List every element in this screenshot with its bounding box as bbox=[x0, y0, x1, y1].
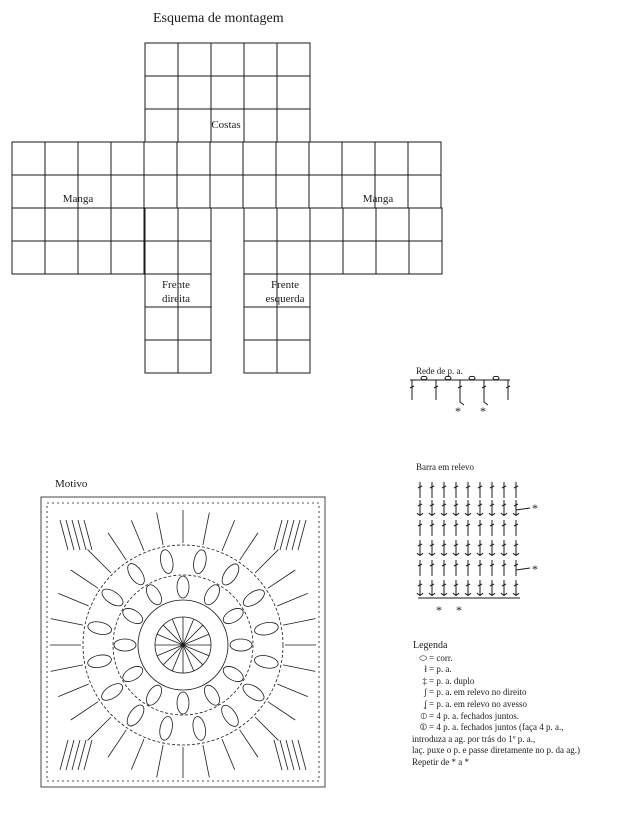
grid-cell bbox=[277, 208, 310, 241]
motif-spoke bbox=[183, 625, 203, 645]
label-front-right-line1: Frente bbox=[161, 279, 191, 291]
motif-cluster bbox=[120, 605, 145, 626]
back-post-icon: ʆ bbox=[424, 698, 427, 709]
motif-cluster-outer bbox=[99, 586, 126, 609]
legend-item bbox=[413, 687, 580, 699]
relief-chart-title: Barra em relevo bbox=[416, 462, 474, 472]
grid-cell bbox=[277, 43, 310, 76]
legend-text: = p. a. em relevo no direito bbox=[429, 687, 527, 698]
cluster-behind-icon: ⦷ bbox=[419, 722, 427, 733]
relief-turn bbox=[516, 508, 530, 510]
sleeve-left-lower bbox=[12, 208, 144, 274]
grid-cell bbox=[277, 307, 310, 340]
grid-cell bbox=[45, 208, 78, 241]
legend-text: = p. a. duplo bbox=[429, 675, 475, 686]
legend-text: = 4 p. a. fechados juntos (faça 4 p. a., bbox=[429, 722, 564, 733]
motif-cluster bbox=[201, 582, 222, 607]
motif-outer-stitch bbox=[88, 717, 111, 740]
grid-cell bbox=[244, 307, 277, 340]
grid-cell bbox=[408, 142, 441, 175]
grid-cell bbox=[244, 76, 277, 109]
motif-cluster-outer bbox=[159, 549, 175, 575]
motif-title: Motivo bbox=[55, 478, 88, 490]
label-sleeve-left: Manga bbox=[62, 193, 94, 205]
grid-cell bbox=[375, 142, 408, 175]
grid-cell bbox=[12, 208, 45, 241]
grid-cell bbox=[145, 43, 178, 76]
mesh-repeat-mark-2: * bbox=[480, 404, 486, 418]
motif-outer-stitch bbox=[283, 619, 315, 625]
mesh-chain bbox=[493, 376, 499, 379]
grid-cell bbox=[309, 142, 342, 175]
motif-cluster bbox=[177, 692, 189, 714]
motif-outer-stitch bbox=[51, 665, 83, 671]
grid-cell bbox=[376, 208, 409, 241]
legend-item bbox=[413, 676, 580, 688]
grid-cell bbox=[277, 241, 310, 274]
legend-note-3: Repetir de * a * bbox=[412, 756, 469, 767]
grid-cell bbox=[243, 175, 276, 208]
motif-outer-stitch bbox=[255, 717, 278, 740]
motif-cluster-outer bbox=[253, 654, 279, 671]
motif-cluster bbox=[143, 582, 164, 607]
motif-cluster-outer bbox=[240, 681, 267, 704]
motif-outer-stitch bbox=[277, 593, 307, 606]
grid-cell bbox=[178, 340, 211, 373]
motif-outer-stitch bbox=[58, 593, 88, 606]
motif-cluster-outer bbox=[99, 680, 126, 703]
motif-cluster-outer bbox=[87, 620, 113, 637]
grid-cell bbox=[409, 241, 442, 274]
motif-outer-stitch bbox=[71, 702, 98, 720]
grid-cell bbox=[177, 175, 210, 208]
grid-cell bbox=[178, 76, 211, 109]
grid-cell bbox=[309, 175, 342, 208]
motif-outer-stitch bbox=[88, 550, 111, 573]
motif-outer-stitch bbox=[51, 619, 83, 625]
grid-cell bbox=[178, 208, 211, 241]
legend-item bbox=[413, 711, 580, 723]
grid-cell bbox=[145, 109, 178, 142]
mesh-chart-title: Rede de p. a. bbox=[416, 366, 463, 376]
motif-outer-stitch bbox=[255, 550, 278, 573]
relief-repeat-mark-row1: * bbox=[532, 501, 538, 515]
relief-repeat-mark-row2: * bbox=[532, 562, 538, 576]
grid-cell bbox=[244, 43, 277, 76]
legend-title: Legenda bbox=[413, 640, 448, 651]
grid-cell bbox=[243, 142, 276, 175]
grid-cell bbox=[277, 76, 310, 109]
motif-spoke bbox=[183, 645, 203, 665]
label-front-right-line2: direita bbox=[161, 293, 191, 305]
grid-cell bbox=[145, 307, 178, 340]
motif-cluster-outer bbox=[219, 561, 242, 588]
label-sleeve-right: Manga bbox=[362, 193, 394, 205]
grid-cell bbox=[177, 142, 210, 175]
motif-outer-stitch bbox=[108, 533, 126, 560]
motif-outer-stitch bbox=[58, 684, 88, 697]
grid-cell bbox=[145, 340, 178, 373]
grid-cell bbox=[144, 175, 177, 208]
grid-cell bbox=[277, 340, 310, 373]
label-front-left-line1: Frente bbox=[270, 279, 300, 291]
dc-stitch-icon: ł bbox=[424, 664, 427, 675]
grid-cell bbox=[144, 142, 177, 175]
legend-item bbox=[413, 722, 580, 734]
motif-outer-stitch bbox=[240, 533, 258, 560]
grid-cell bbox=[310, 241, 343, 274]
mesh-chain bbox=[469, 376, 475, 379]
mesh-chart bbox=[410, 376, 510, 405]
grid-cell bbox=[145, 76, 178, 109]
motif-cluster-outer bbox=[241, 586, 268, 609]
grid-cell bbox=[310, 208, 343, 241]
motif-cluster-outer bbox=[124, 702, 147, 729]
grid-cell bbox=[12, 175, 45, 208]
motif-cluster-outer bbox=[87, 653, 113, 669]
motif-outer-stitch bbox=[157, 745, 163, 777]
grid-cell bbox=[145, 241, 178, 274]
motif-outer-stitch bbox=[131, 520, 144, 550]
motif-cluster-outer bbox=[124, 561, 147, 588]
grid-cell bbox=[276, 142, 309, 175]
motif-outer-stitch bbox=[283, 665, 315, 671]
legend-text: = corr. bbox=[429, 652, 453, 663]
grid-cell bbox=[211, 76, 244, 109]
legend-text: = p. a. em relevo no avesso bbox=[429, 698, 528, 709]
legend-item bbox=[413, 664, 580, 676]
grid-cell bbox=[12, 241, 45, 274]
motif-cluster bbox=[230, 639, 252, 651]
motif-chart bbox=[41, 497, 325, 787]
assembly-grid bbox=[12, 43, 442, 373]
front-post-icon: ʃ bbox=[424, 687, 427, 698]
grid-cell bbox=[78, 241, 111, 274]
motif-outer-stitch bbox=[268, 570, 295, 588]
motif-outer-stitch bbox=[157, 513, 163, 545]
grid-cell bbox=[78, 208, 111, 241]
motif-outer-stitch bbox=[222, 739, 235, 769]
label-back: Costas bbox=[211, 119, 241, 131]
label-front-left-line2: esquerda bbox=[265, 293, 305, 305]
grid-cell bbox=[78, 142, 111, 175]
sleeve-right-lower bbox=[310, 208, 442, 274]
motif-cluster-outer bbox=[191, 715, 207, 741]
legend-text: = 4 p. a. fechados juntos. bbox=[429, 710, 520, 721]
grid-cell bbox=[210, 142, 243, 175]
legend-note-2: laç. puxe o p. e passe diretamente no p. da ag.) bbox=[412, 745, 580, 756]
relief-repeat-mark-bottom-2: * bbox=[456, 603, 462, 617]
motif-outer-stitch bbox=[108, 730, 126, 757]
grid-cell bbox=[276, 175, 309, 208]
motif-cluster-outer bbox=[192, 549, 209, 575]
motif-cluster bbox=[177, 576, 189, 598]
grid-cell bbox=[178, 43, 211, 76]
cluster-icon: ⦶ bbox=[420, 710, 427, 721]
grid-cell bbox=[342, 142, 375, 175]
motif-outer-stitch bbox=[222, 520, 235, 550]
legend bbox=[413, 640, 580, 769]
motif-cluster bbox=[114, 639, 136, 651]
motif-cluster-outer bbox=[218, 703, 241, 730]
grid-cell bbox=[244, 340, 277, 373]
relief-chart bbox=[417, 482, 530, 598]
grid-cell bbox=[244, 241, 277, 274]
motif-cluster bbox=[201, 683, 222, 708]
legend-item bbox=[413, 699, 580, 711]
motif-outer-stitch bbox=[240, 730, 258, 757]
mesh-chain bbox=[421, 376, 427, 379]
grid-cell bbox=[210, 175, 243, 208]
grid-cell bbox=[211, 43, 244, 76]
motif-cluster-outer bbox=[253, 621, 279, 637]
grid-cell bbox=[111, 175, 144, 208]
mesh-repeat-mark-1: * bbox=[455, 404, 461, 418]
label-front-left bbox=[250, 278, 320, 306]
motif-cluster bbox=[221, 605, 246, 626]
grid-cell bbox=[178, 241, 211, 274]
motif-cluster bbox=[120, 663, 145, 684]
grid-cell bbox=[111, 142, 144, 175]
grid-cell bbox=[12, 142, 45, 175]
relief-repeat-mark-bottom-1: * bbox=[436, 603, 442, 617]
motif-outer-stitch bbox=[71, 570, 98, 588]
motif-outer-stitch bbox=[203, 513, 209, 545]
grid-cell bbox=[45, 241, 78, 274]
legend-item bbox=[413, 653, 580, 665]
grid-cell bbox=[343, 208, 376, 241]
relief-turn bbox=[516, 568, 530, 570]
motif-outer-stitch bbox=[131, 739, 144, 769]
grid-cell bbox=[111, 208, 144, 241]
motif-outer-stitch bbox=[277, 684, 307, 697]
label-front-right bbox=[146, 278, 206, 306]
legend-note-1: introduza a ag. por trás do 1º p. a., bbox=[412, 733, 536, 744]
motif-spoke bbox=[163, 625, 183, 645]
double-stitch-icon: ‡ bbox=[422, 675, 427, 686]
legend-text: = p. a. bbox=[429, 664, 452, 675]
grid-cell bbox=[145, 208, 178, 241]
grid-cell bbox=[111, 241, 144, 274]
grid-cell bbox=[45, 142, 78, 175]
grid-cell bbox=[409, 208, 442, 241]
chain-oval-icon: ⬭ bbox=[419, 652, 427, 663]
motif-spoke bbox=[163, 645, 183, 665]
motif-cluster-outer bbox=[158, 715, 175, 741]
mesh-chain bbox=[445, 376, 451, 379]
motif-outer-stitch bbox=[268, 702, 295, 720]
grid-cell bbox=[343, 241, 376, 274]
grid-cell bbox=[376, 241, 409, 274]
motif-outer-stitch bbox=[203, 745, 209, 777]
assembly-title: Esquema de montagem bbox=[153, 11, 284, 26]
grid-cell bbox=[277, 109, 310, 142]
motif-cluster bbox=[143, 683, 164, 708]
grid-cell bbox=[244, 208, 277, 241]
grid-cell bbox=[408, 175, 441, 208]
motif-cluster bbox=[221, 663, 246, 684]
grid-cell bbox=[178, 307, 211, 340]
